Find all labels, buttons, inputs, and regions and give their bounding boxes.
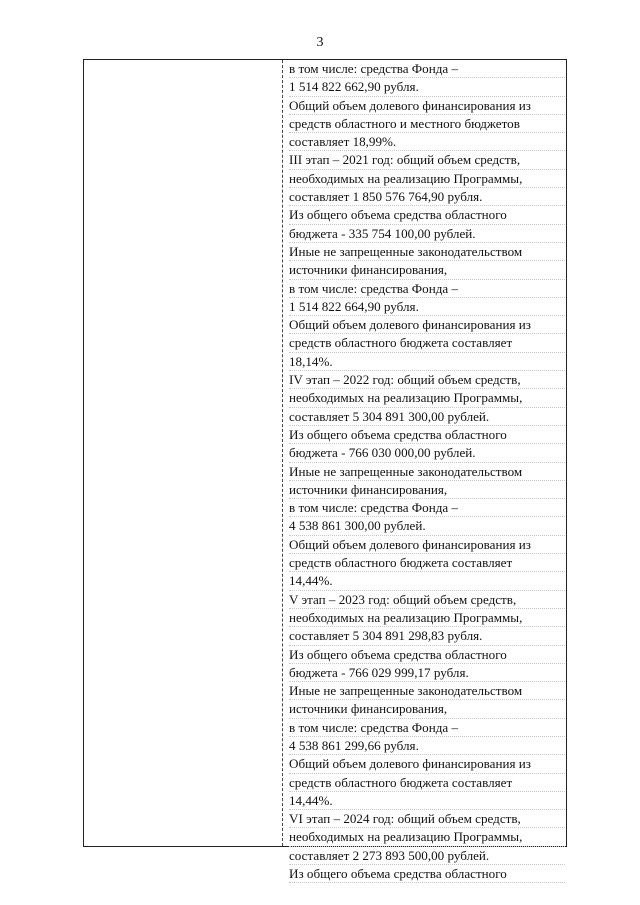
text-line: 14,44%. [289, 572, 565, 590]
text-line: средств областного и местного бюджетов [289, 115, 565, 133]
page-number: 3 [316, 35, 324, 50]
text-line: Общий объем долевого финансирования из [289, 97, 565, 115]
text-line: источники финансирования, [289, 481, 565, 499]
text-line: необходимых на реализацию Программы, [289, 389, 565, 407]
text-line: Из общего объема средства областного [289, 865, 565, 883]
text-line: необходимых на реализацию Программы, [289, 828, 565, 846]
text-line: бюджета - 766 030 000,00 рублей. [289, 444, 565, 462]
document-table [83, 59, 567, 882]
text-line: Из общего объема средства областного [289, 646, 565, 664]
text-line: IV этап – 2022 год: общий объем средств, [289, 371, 565, 389]
text-line: Иные не запрещенные законодательством [289, 463, 565, 481]
text-line: 4 538 861 300,00 рублей. [289, 517, 565, 535]
text-line: в том числе: средства Фонда – [289, 60, 565, 78]
text-line: средств областного бюджета составляет [289, 554, 565, 572]
text-line: VI этап – 2024 год: общий объем средств, [289, 810, 565, 828]
text-line: составляет 2 273 893 500,00 рублей. [289, 847, 565, 865]
text-line: в том числе: средства Фонда – [289, 280, 565, 298]
text-line: Из общего объема средства областного [289, 426, 565, 444]
text-line: Из общего объема средства областного [289, 206, 565, 224]
right-table-cell [289, 60, 565, 882]
text-line: бюджета - 766 029 999,17 рубля. [289, 664, 565, 682]
text-line: составляет 18,99%. [289, 133, 565, 151]
text-line: необходимых на реализацию Программы, [289, 609, 565, 627]
text-line: Общий объем долевого финансирования из [289, 536, 565, 554]
text-line: 18,14%. [289, 353, 565, 371]
text-line: V этап – 2023 год: общий объем средств, [289, 591, 565, 609]
text-line: Общий объем долевого финансирования из [289, 755, 565, 773]
left-table-cell [84, 60, 282, 846]
text-line: в том числе: средства Фонда – [289, 719, 565, 737]
text-line: источники финансирования, [289, 261, 565, 279]
text-line: 1 514 822 662,90 рубля. [289, 78, 565, 96]
text-line: средств областного бюджета составляет [289, 334, 565, 352]
text-line: составляет 5 304 891 298,83 рубля. [289, 627, 565, 645]
text-line: III этап – 2021 год: общий объем средств, [289, 151, 565, 169]
text-line: 4 538 861 299,66 рубля. [289, 737, 565, 755]
text-line: Иные не запрещенные законодательством [289, 243, 565, 261]
column-divider [282, 60, 283, 846]
text-line: средств областного бюджета составляет [289, 774, 565, 792]
text-line: 1 514 822 664,90 рубля. [289, 298, 565, 316]
text-line: составляет 5 304 891 300,00 рублей. [289, 408, 565, 426]
text-line: необходимых на реализацию Программы, [289, 170, 565, 188]
text-line: Иные не запрещенные законодательством [289, 682, 565, 700]
text-line: в том числе: средства Фонда – [289, 499, 565, 517]
text-line: бюджета - 335 754 100,00 рублей. [289, 225, 565, 243]
text-line: источники финансирования, [289, 700, 565, 718]
text-line: 14,44%. [289, 792, 565, 810]
text-line: составляет 1 850 576 764,90 рубля. [289, 188, 565, 206]
text-line: Общий объем долевого финансирования из [289, 316, 565, 334]
